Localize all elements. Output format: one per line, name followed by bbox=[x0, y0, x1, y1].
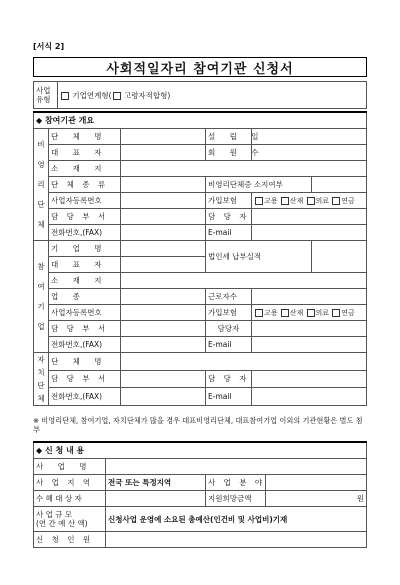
address-label: 소 재 지 bbox=[49, 161, 121, 177]
bizno-field[interactable] bbox=[121, 193, 206, 209]
insurance-label: 가입보험 bbox=[206, 193, 252, 209]
company-dept-field[interactable] bbox=[121, 321, 206, 337]
email-label: E-mail bbox=[206, 225, 252, 241]
company-dept-label: 담 당 부 서 bbox=[49, 321, 121, 337]
industry-label: 업 종 bbox=[49, 289, 121, 305]
lg-manager-label: 담 당 자 bbox=[206, 370, 252, 388]
workers-label: 근로자수 bbox=[206, 289, 252, 305]
institution-overview-table bbox=[33, 111, 367, 406]
beneficiary-label: 수 혜 대 상 자 bbox=[34, 491, 106, 507]
headcount-label: 신 청 인 원 bbox=[34, 532, 106, 548]
beneficiary-field[interactable] bbox=[106, 491, 206, 507]
support-amount-label: 지원희망금액 bbox=[206, 491, 266, 507]
phone-label: 전화번호,(FAX) bbox=[49, 225, 121, 241]
insurance-options: 고용 산재 의료 연금 bbox=[252, 193, 367, 209]
checkbox[interactable] bbox=[113, 92, 121, 100]
checkbox[interactable] bbox=[332, 197, 340, 205]
company-address-label: 소 재 지 bbox=[49, 273, 121, 289]
checkbox[interactable] bbox=[281, 197, 289, 205]
nonprofit-cert-field[interactable] bbox=[312, 177, 367, 193]
lg-email-label: E-mail bbox=[206, 388, 252, 406]
established-field[interactable] bbox=[252, 129, 367, 145]
bizno-label: 사업자등록번호 bbox=[49, 193, 121, 209]
phone-field[interactable] bbox=[121, 225, 206, 241]
company-name-label: 기 업 명 bbox=[49, 241, 121, 257]
rep-label: 대 표 자 bbox=[49, 145, 121, 161]
company-insurance-label: 가입보험 bbox=[206, 305, 252, 321]
company-rep-label: 대 표 자 bbox=[49, 257, 121, 273]
biz-area-label: 사 업 지 역 bbox=[34, 475, 106, 491]
application-content-table bbox=[33, 441, 367, 548]
company-manager-field[interactable] bbox=[252, 321, 367, 337]
corp-tax-field[interactable] bbox=[312, 241, 367, 273]
biz-field-label: 사 업 분 야 bbox=[206, 475, 266, 491]
business-type-options: 기업연계형( 고령자적합형) bbox=[58, 82, 367, 109]
won-unit[interactable]: 원 bbox=[266, 491, 367, 507]
company-name-field[interactable] bbox=[121, 241, 206, 257]
workers-field[interactable] bbox=[252, 289, 367, 305]
form-title: 사회적일자리 참여기관 신청서 bbox=[33, 57, 367, 77]
org-name-label: 단 체 명 bbox=[49, 129, 121, 145]
biz-scale-value[interactable]: 신청사업 운영에 소요된 총예산(인건비 및 사업비)기재 bbox=[106, 507, 367, 532]
corp-tax-label: 법인세 납부실적 bbox=[206, 241, 312, 273]
company-rep-field[interactable] bbox=[121, 257, 206, 273]
checkbox[interactable] bbox=[255, 197, 263, 205]
section-header: ◆ 신 청 내 용 bbox=[34, 442, 367, 459]
lg-phone-field[interactable] bbox=[121, 388, 206, 406]
nonprofit-group-label: 비 영 리 단 체 bbox=[34, 129, 49, 241]
lg-name-label: 단 체 명 bbox=[49, 353, 121, 371]
lg-name-field[interactable] bbox=[121, 353, 367, 371]
nonprofit-cert-label: 비영리단체증 소지여부 bbox=[206, 177, 312, 193]
org-type-field[interactable] bbox=[121, 177, 206, 193]
email-field[interactable] bbox=[252, 225, 367, 241]
business-type-label: 사업 유형 bbox=[34, 82, 58, 109]
checkbox[interactable] bbox=[307, 309, 315, 317]
form-number: [서식 2] bbox=[33, 42, 65, 51]
local-gov-group-label: 자 치 단 체 bbox=[34, 353, 49, 406]
section-header: ◆ 참여기관 개요 bbox=[34, 112, 367, 129]
biz-area-value[interactable]: 전국 또는 특정지역 bbox=[106, 475, 206, 491]
biz-name-field[interactable] bbox=[106, 459, 367, 475]
company-bizno-field[interactable] bbox=[121, 305, 206, 321]
company-email-field[interactable] bbox=[252, 337, 367, 353]
lg-phone-label: 전화번호,(FAX) bbox=[49, 388, 121, 406]
lg-email-field[interactable] bbox=[252, 388, 367, 406]
org-name-field[interactable] bbox=[121, 129, 206, 145]
company-phone-label: 전화번호,(FAX) bbox=[49, 337, 121, 353]
company-insurance-options: 고용 산재 의료 연금 bbox=[252, 305, 367, 321]
lg-dept-field[interactable] bbox=[121, 370, 206, 388]
biz-field-field[interactable] bbox=[266, 475, 367, 491]
company-phone-field[interactable] bbox=[121, 337, 206, 353]
biz-name-label: 사 업 명 bbox=[34, 459, 106, 475]
manager-label: 담 당 자 bbox=[206, 209, 252, 225]
business-type-table bbox=[33, 81, 367, 109]
manager-field[interactable] bbox=[252, 209, 367, 225]
rep-field[interactable] bbox=[121, 145, 206, 161]
company-email-label: E-mail bbox=[206, 337, 252, 353]
checkbox[interactable] bbox=[281, 309, 289, 317]
footnote: ※ 비영리단체, 참여기업, 자치단체가 많을 경우 대표비영리단체, 대표참여기업 이외의 기관현황은 별도 첨부 bbox=[33, 416, 363, 434]
checkbox[interactable] bbox=[61, 92, 69, 100]
checkbox[interactable] bbox=[307, 197, 315, 205]
checkbox[interactable] bbox=[332, 309, 340, 317]
company-bizno-label: 사업자등록번호 bbox=[49, 305, 121, 321]
established-label: 설 립 일 bbox=[206, 129, 252, 145]
company-group-label: 참 여 기 업 bbox=[34, 241, 49, 353]
industry-field[interactable] bbox=[121, 289, 206, 305]
address-field[interactable] bbox=[121, 161, 367, 177]
biz-scale-label: 사 업 규 모 (연 간 예 산 액) bbox=[34, 507, 106, 532]
company-address-field[interactable] bbox=[121, 273, 367, 289]
lg-dept-label: 담 당 부 서 bbox=[49, 370, 121, 388]
company-manager-label: 담당자 bbox=[206, 321, 252, 337]
members-label: 회 원 수 bbox=[206, 145, 252, 161]
dept-label: 담 당 부 서 bbox=[49, 209, 121, 225]
org-type-label: 단 체 종 류 bbox=[49, 177, 121, 193]
members-field[interactable] bbox=[252, 145, 367, 161]
headcount-field[interactable] bbox=[106, 532, 367, 548]
lg-manager-field[interactable] bbox=[252, 370, 367, 388]
checkbox[interactable] bbox=[255, 309, 263, 317]
dept-field[interactable] bbox=[121, 209, 206, 225]
